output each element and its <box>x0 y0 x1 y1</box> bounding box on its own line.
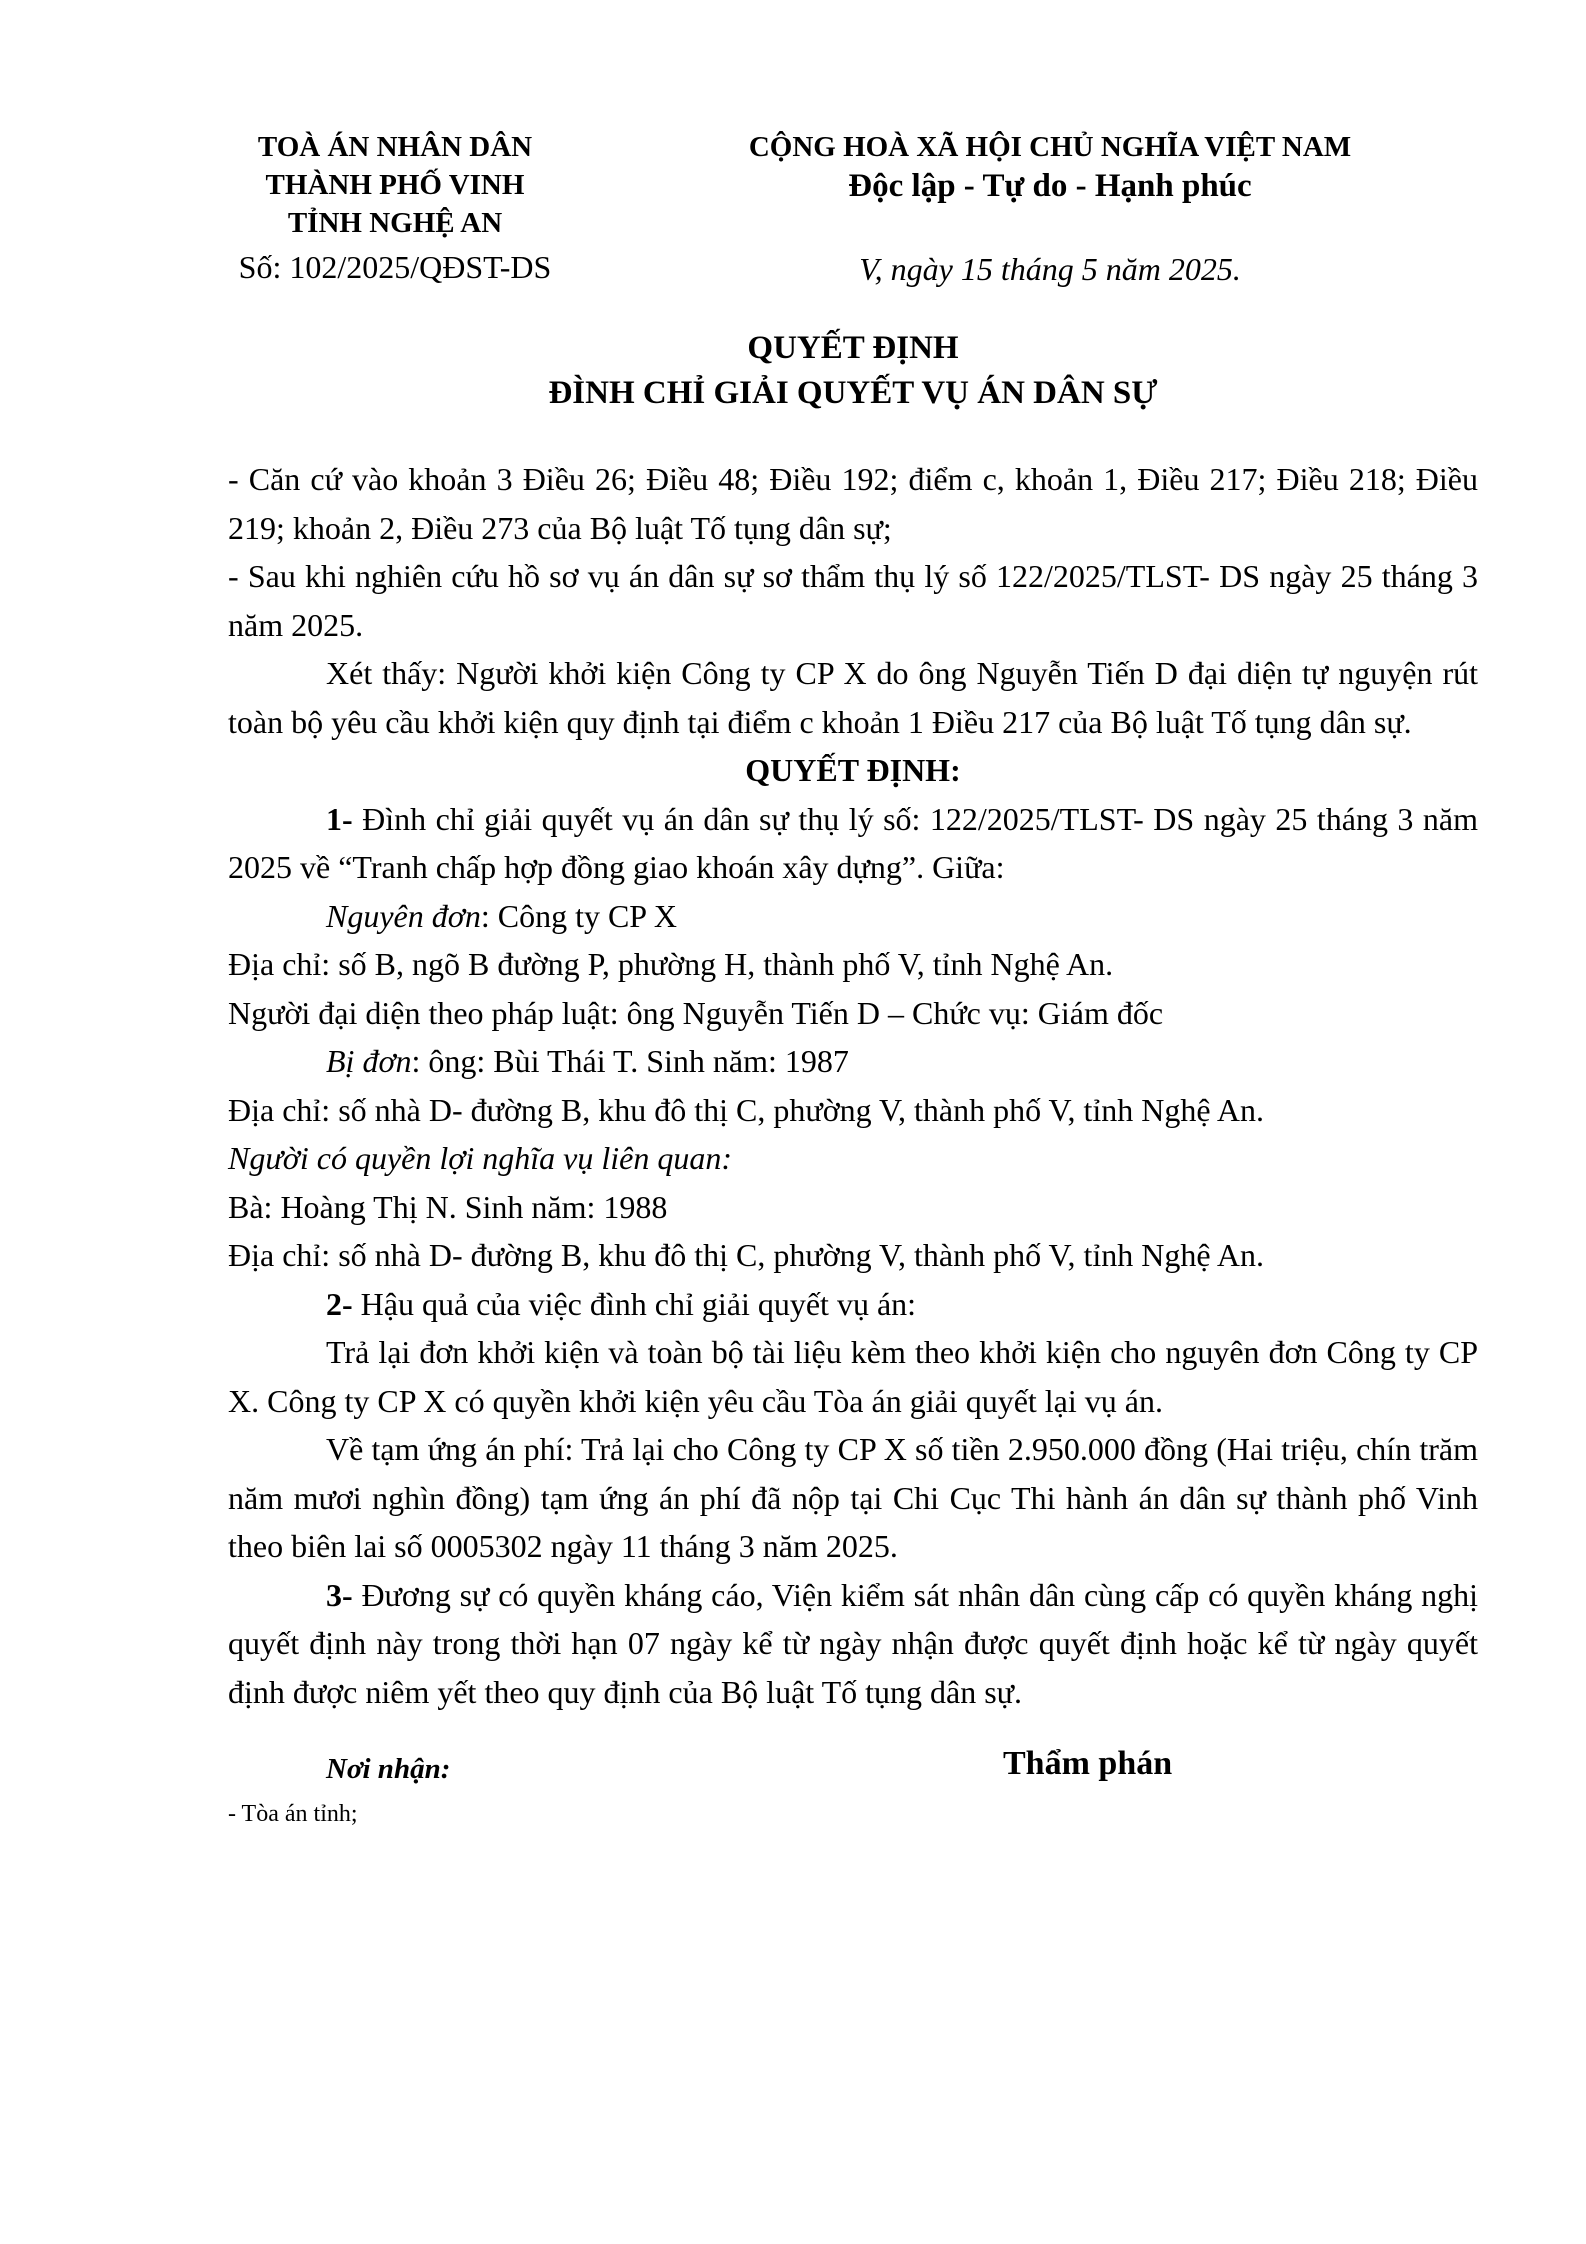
court-name-line1: TOÀ ÁN NHÂN DÂN <box>257 131 533 163</box>
section-1-number: 1- <box>326 800 353 837</box>
decision-section-1 <box>228 795 1478 892</box>
nation-title: CỘNG HOÀ XÃ HỘI CHỦ NGHĨA VIỆT NAM <box>748 131 1352 163</box>
recipients-label: Nơi nhận: <box>326 1753 451 1785</box>
related-party-label: Người có quyền lợi nghĩa vụ liên quan: <box>228 1140 732 1176</box>
section-3-number: 3- <box>326 1576 353 1613</box>
plaintiff-line <box>228 892 1478 941</box>
court-name-line2: THÀNH PHỐ VINH <box>265 169 525 201</box>
related-party-person: Bà: Hoàng Thị N. Sinh năm: 1988 <box>228 1188 668 1225</box>
document-body <box>228 455 1478 1716</box>
plaintiff-value: : Công ty CP X <box>480 897 678 934</box>
return-documents-paragraph: Trả lại đơn khởi kiện và toàn bộ tài liệu kèm theo khởi kiện cho nguyên đơn Công ty CP X. Công ty CP X có quyền khởi kiện yêu cầu Tòa án giải quyết lại vụ án. <box>228 1334 1478 1419</box>
national-header <box>680 128 1420 290</box>
plaintiff-address: Địa chỉ: số B, ngõ B đường P, phường H, thành phố V, tỉnh Nghệ An. <box>228 946 1114 982</box>
national-motto: Độc lập - Tự do - Hạnh phúc <box>848 168 1252 204</box>
document-subtitle: ĐÌNH CHỈ GIẢI QUYẾT VỤ ÁN DÂN SỰ <box>548 375 1158 411</box>
signature-block <box>228 1743 1478 1827</box>
court-header <box>205 128 585 288</box>
defendant-line <box>228 1037 1478 1086</box>
legal-basis-paragraph: - Căn cứ vào khoản 3 Điều 26; Điều 48; Điều 192; điểm c, khoản 1, Điều 217; Điều 218; Điều 219; khoản 2, Điều 273 của Bộ luật Tố tụng dân sự; <box>228 461 1478 546</box>
defendant-label: Bị đơn <box>326 1043 412 1079</box>
decision-heading: QUYẾT ĐỊNH: <box>745 752 961 788</box>
issue-date: V, ngày 15 tháng 5 năm 2025. <box>859 251 1241 287</box>
section-3-text: Đương sự có quyền kháng cáo, Viện kiểm sát nhân dân cùng cấp có quyền kháng nghị quyết định này trong thời hạn 07 ngày kể từ ngày nhận được quyết định hoặc kể từ ngày quyết định được niêm yết theo quy định của Bộ luật Tố tụng dân sự. <box>228 1576 1478 1710</box>
defendant-address: Địa chỉ: số nhà D- đường B, khu đô thị C, phường V, thành phố V, tỉnh Nghệ An. <box>228 1091 1264 1128</box>
section-1-text: Đình chỉ giải quyết vụ án dân sự thụ lý số: 122/2025/TLST- DS ngày 25 tháng 3 năm 2025 về “Tranh chấp hợp đồng giao khoán xây dựng”. Giữa: <box>228 800 1478 885</box>
decision-section-3 <box>228 1571 1478 1717</box>
section-2-text: Hậu quả của việc đình chỉ giải quyết vụ án: <box>352 1285 917 1322</box>
recipient-item: - Tòa án tỉnh; <box>228 1801 358 1827</box>
document-title: QUYẾT ĐỊNH <box>747 330 959 366</box>
decision-number: Số: 102/2025/QĐST-DS <box>238 249 552 285</box>
related-party-address: Địa chỉ: số nhà D- đường B, khu đô thị C, phường V, thành phố V, tỉnh Nghệ An. <box>228 1237 1264 1273</box>
decision-section-2 <box>228 1280 1478 1329</box>
court-name-line3: TỈNH NGHỆ AN <box>287 207 503 239</box>
defendant-value: : ông: Bùi Thái T. Sinh năm: 1987 <box>411 1043 849 1079</box>
plaintiff-representative: Người đại diện theo pháp luật: ông Nguyễn Tiến D – Chức vụ: Giám đốc <box>228 994 1164 1031</box>
finding-paragraph: Xét thấy: Người khởi kiện Công ty CP X do ông Nguyễn Tiến D đại diện tự nguyện rút toàn bộ yêu cầu khởi kiện quy định tại điểm c khoản 1 Điều 217 của Bộ luật Tố tụng dân sự. <box>228 655 1478 740</box>
section-2-number: 2- <box>326 1285 353 1322</box>
judge-title: Thẩm phán <box>1003 1745 1173 1782</box>
court-fee-paragraph: Về tạm ứng án phí: Trả lại cho Công ty CP X số tiền 2.950.000 đồng (Hai triệu, chín trăm năm mươi nghìn đồng) tạm ứng án phí đã nộp tại Chi Cục Thi hành án dân sự thành phố Vinh theo biên lai số 0005302 ngày 11 tháng 3 năm 2025. <box>228 1431 1478 1564</box>
case-review-paragraph: - Sau khi nghiên cứu hồ sơ vụ án dân sự sơ thẩm thụ lý số 122/2025/TLST- DS ngày 25 tháng 3 năm 2025. <box>228 558 1478 643</box>
plaintiff-label: Nguyên đơn <box>326 897 481 934</box>
